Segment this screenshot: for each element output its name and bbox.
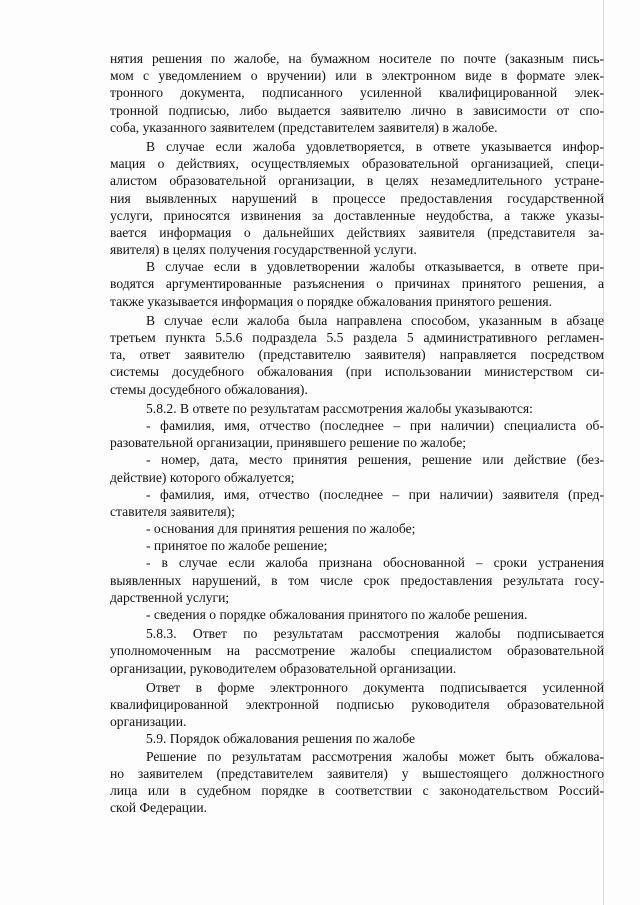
text-line: 5.8.2. В ответе по результатам рассмотрения жалобы указываются: — [146, 400, 533, 416]
text-line: водятся аргументированные разъяснения о причинах принятого решения, а — [110, 276, 604, 292]
text-line: та, ответ заявителю (представителю заявителя) направляется посредством — [110, 347, 604, 363]
text-line: тронной подписью, либо выдается заявителю лично в зависимости от спо- — [110, 102, 604, 118]
text-line: разовательной организации, принявшего решение по жалобе; — [110, 435, 466, 451]
text-line: действие) которого обжалуется; — [110, 469, 295, 485]
paragraph — [110, 554, 604, 606]
text-line: системы досудебного обжалования (при использовании министерством си- — [110, 364, 604, 380]
text-line: 5.9. Порядок обжалования решения по жалобе — [146, 731, 416, 747]
text-line: Ответ в форме электронного документа подписывается усиленной — [146, 679, 604, 695]
text-line: - основания для принятия решения по жалобе; — [146, 521, 416, 537]
paragraph — [110, 730, 604, 747]
text-line: мом с уведомлением о вручении) или в электронном виде в формате элек- — [110, 68, 604, 84]
text-line: нятия решения по жалобе, на бумажном носителе по почте (заказным пись- — [110, 51, 604, 66]
document-body — [110, 50, 604, 816]
paragraph — [110, 258, 604, 310]
paragraph — [110, 748, 604, 817]
text-line: 5.8.3. Ответ по результатам рассмотрения жалобы подписывается — [146, 626, 604, 642]
text-line: также указывается информация о порядке обжалования принятого решения. — [110, 293, 553, 309]
paragraph — [110, 679, 604, 731]
paragraph — [110, 417, 604, 451]
paragraph — [110, 520, 604, 537]
text-line: но заявителем (представителем заявителя) у вышестоящего должностного — [110, 765, 604, 781]
text-line: - принятое по жалобе решение; — [146, 538, 328, 554]
text-line: - фамилия, имя, отчество (последнее – при наличии) специалиста об- — [146, 417, 604, 433]
text-line: дарственной услуги; — [110, 589, 230, 605]
text-line: третьем пункта 5.5.6 подраздела 5.5 раздела 5 административного регламен- — [110, 330, 604, 345]
text-line: соба, указанного заявителем (представителем заявителя) в жалобе. — [110, 119, 498, 135]
text-line: - фамилия, имя, отчество (последнее – при наличии) заявителя (пред- — [146, 486, 604, 502]
text-line: ставителя заявителя); — [110, 503, 235, 519]
text-line: В случае если в удовлетворении жалобы отказывается, в ответе при- — [146, 259, 604, 275]
text-line: услуги, приносятся извинения за доставленные неудобства, а также указы- — [110, 207, 604, 223]
paragraph — [110, 400, 604, 417]
paragraph — [110, 451, 604, 485]
text-line: Решение по результатам рассмотрения жалобы может быть обжалова- — [146, 748, 604, 764]
paragraph — [110, 138, 604, 258]
paragraph — [110, 50, 604, 136]
text-line: тронного документа, подписанного усиленной квалифицированной элек- — [110, 85, 604, 101]
text-line: лица или в судебном порядке в соответствии с законодательством Россий- — [110, 782, 604, 798]
text-line: мация о действиях, осуществляемых образовательной организацией, специ- — [110, 156, 604, 172]
text-line: ния выявленных нарушений в процессе предоставления государственной — [110, 190, 604, 206]
text-line: организации, руководителем образовательной организации. — [110, 660, 457, 676]
text-line: - в случае если жалоба признана обоснованной – сроки устранения — [146, 555, 604, 571]
text-line: - сведения о порядке обжалования принятого по жалобе решения. — [146, 607, 528, 622]
paragraph — [110, 606, 604, 623]
text-line: явителя) в целях получения государственной услуги. — [110, 242, 417, 258]
text-line: выявленных нарушений, в том числе срок предоставления результата госу- — [110, 572, 604, 588]
text-line: стемы досудебного обжалования). — [110, 381, 308, 397]
paragraph — [110, 486, 604, 520]
text-line: алистом образовательной организации, в целях незамедлительного устране- — [110, 173, 604, 189]
text-line: организации. — [110, 714, 187, 730]
text-line: В случае если жалоба была направлена способом, указанным в абзаце — [146, 312, 604, 328]
text-line: квалифицированной электронной подписью руководителя образовательной — [110, 696, 604, 712]
paragraph — [110, 625, 604, 677]
paragraph — [110, 537, 604, 554]
text-line: вается информация о дальнейших действиях заявителя (представителя за- — [110, 224, 604, 240]
text-line: ской Федерации. — [110, 800, 208, 816]
paragraph — [110, 312, 604, 398]
text-line: В случае если жалоба удовлетворяется, в ответе указывается инфор- — [146, 138, 604, 154]
text-line: уполномоченным на рассмотрение жалобы специалистом образовательной — [110, 643, 604, 659]
text-line: - номер, дата, место принятия решения, решение или действие (без- — [146, 452, 604, 468]
